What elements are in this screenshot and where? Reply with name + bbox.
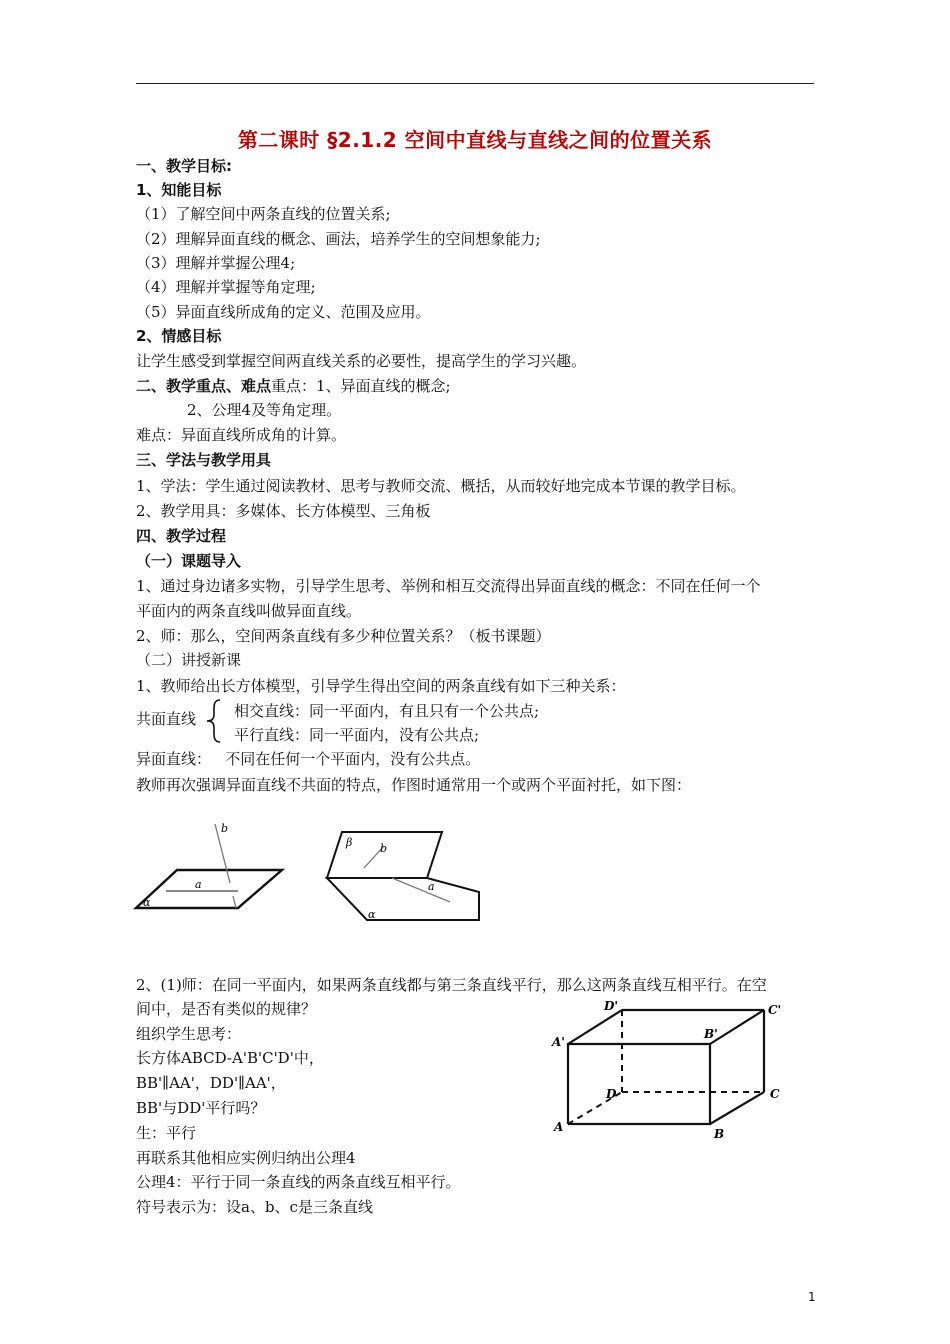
label-B1: B' <box>704 1027 718 1041</box>
single-plane-figure <box>132 816 292 916</box>
objective-2: （2）理解异面直线的概念、画法，培养学生的空间想象能力; <box>136 230 541 248</box>
given-text: BB'∥AA'，DD'∥AA'， <box>136 1074 286 1092</box>
skew-lines: 异面直线： 不同在任何一个平面内，没有公共点。 <box>136 750 481 768</box>
objective-3: （3）理解并掌握公理4; <box>136 254 296 272</box>
label-C: C <box>770 1087 780 1101</box>
relate-text: 再联系其他相应实例归纳出公理4 <box>136 1149 356 1167</box>
key-points-line <box>136 376 451 396</box>
brace-icon <box>204 699 224 743</box>
question-1a: 2、(1)师：在同一平面内，如果两条直线都与第三条直线平行，那么这两条直线互相平行。在空 <box>136 976 767 994</box>
label-alpha-2: α <box>368 908 376 921</box>
cuboid-text: 长方体ABCD-A'B'C'D'中， <box>136 1049 324 1067</box>
label-b-2: b <box>380 842 388 855</box>
part-heading-new: （二）讲授新课 <box>136 651 242 669</box>
objective-1: （1）了解空间中两条直线的位置关系; <box>136 205 391 223</box>
page-title: 第二课时 §2.1.2 空间中直线与直线之间的位置关系 <box>237 128 713 152</box>
label-a-2: a <box>428 880 435 893</box>
parallel-lines: 平行直线：同一平面内，没有公共点; <box>234 726 480 744</box>
label-D1: D' <box>604 999 619 1013</box>
difficulty-text: 难点：异面直线所成角的计算。 <box>136 426 347 444</box>
label-beta: β <box>346 836 353 849</box>
label-b: b <box>221 822 229 835</box>
plane-alpha-2 <box>327 878 479 920</box>
page-number: 1 <box>808 1290 816 1304</box>
label-C1: C' <box>768 1003 782 1017</box>
label-A1: A' <box>552 1035 565 1049</box>
part-heading-intro: （一）课题导入 <box>136 552 242 570</box>
header-rule <box>136 83 814 84</box>
plane-beta <box>327 832 442 878</box>
section-heading-methods: 三、学法与教学用具 <box>136 451 272 469</box>
key-point-1: 重点：1、异面直线的概念; <box>271 377 451 395</box>
section-heading-keypoints: 二、教学重点、难点 <box>136 377 272 395</box>
edge-a1d1 <box>568 1010 622 1044</box>
section-heading-goals: 一、教学目标: <box>136 157 232 175</box>
intro-2: 2、师：那么，空间两条直线有多少种位置关系？（板书课题） <box>136 627 551 645</box>
emotion-text: 让学生感受到掌握空间两直线关系的必要性，提高学生的学习兴趣。 <box>136 352 587 370</box>
line-b-lower <box>233 896 236 908</box>
method-1: 1、学法：学生通过阅读教材、思考与教师交流、概括，从而较好地完成本节课的教学目标。 <box>136 477 746 495</box>
label-a: a <box>195 878 202 891</box>
organize-text: 组织学生思考： <box>136 1025 242 1043</box>
axiom-4-text: 公理4：平行于同一条直线的两条直线互相平行。 <box>136 1173 461 1191</box>
subheading-knowledge: 1、知能目标 <box>136 181 222 199</box>
question-text: BB'与DD'平行吗？ <box>136 1099 266 1117</box>
objective-5: （5）异面直线所成角的定义、范围及应用。 <box>136 303 431 321</box>
emphasis-text: 教师再次强调异面直线不共面的特点，作图时通常用一个或两个平面衬托，如下图： <box>136 776 692 794</box>
answer-text: 生：平行 <box>136 1124 197 1142</box>
question-1b: 间中，是否有类似的规律？ <box>136 1000 317 1018</box>
two-plane-figure <box>322 826 487 924</box>
coplanar-label: 共面直线 <box>136 710 197 728</box>
key-point-2: 2、公理4及等角定理。 <box>187 401 342 419</box>
section-heading-process: 四、教学过程 <box>136 527 227 545</box>
symbol-text: 符号表示为：设a、b、c是三条直线 <box>136 1198 373 1216</box>
plane-alpha <box>136 870 282 908</box>
subheading-emotion: 2、情感目标 <box>136 327 222 345</box>
teach-1: 1、教师给出长方体模型，引导学生得出空间的两条直线有如下三种关系： <box>136 677 626 695</box>
edge-bc <box>710 1092 764 1124</box>
intro-1b: 平面内的两条直线叫做异面直线。 <box>136 602 362 620</box>
intersecting-lines: 相交直线：同一平面内，有且只有一个公共点; <box>234 702 540 720</box>
cuboid-figure <box>548 998 798 1148</box>
label-alpha: α <box>143 896 151 909</box>
label-B: B <box>714 1127 725 1141</box>
label-D: D <box>606 1087 617 1101</box>
label-A: A <box>554 1120 564 1134</box>
intro-1a: 1、通过身边诸多实物，引导学生思考、举例和相互交流得出异面直线的概念：不同在任何一个 <box>136 577 761 595</box>
objective-4: （4）理解并掌握等角定理; <box>136 278 316 296</box>
edge-b1c1 <box>710 1010 764 1044</box>
method-2: 2、教学用具：多媒体、长方体模型、三角板 <box>136 502 431 520</box>
